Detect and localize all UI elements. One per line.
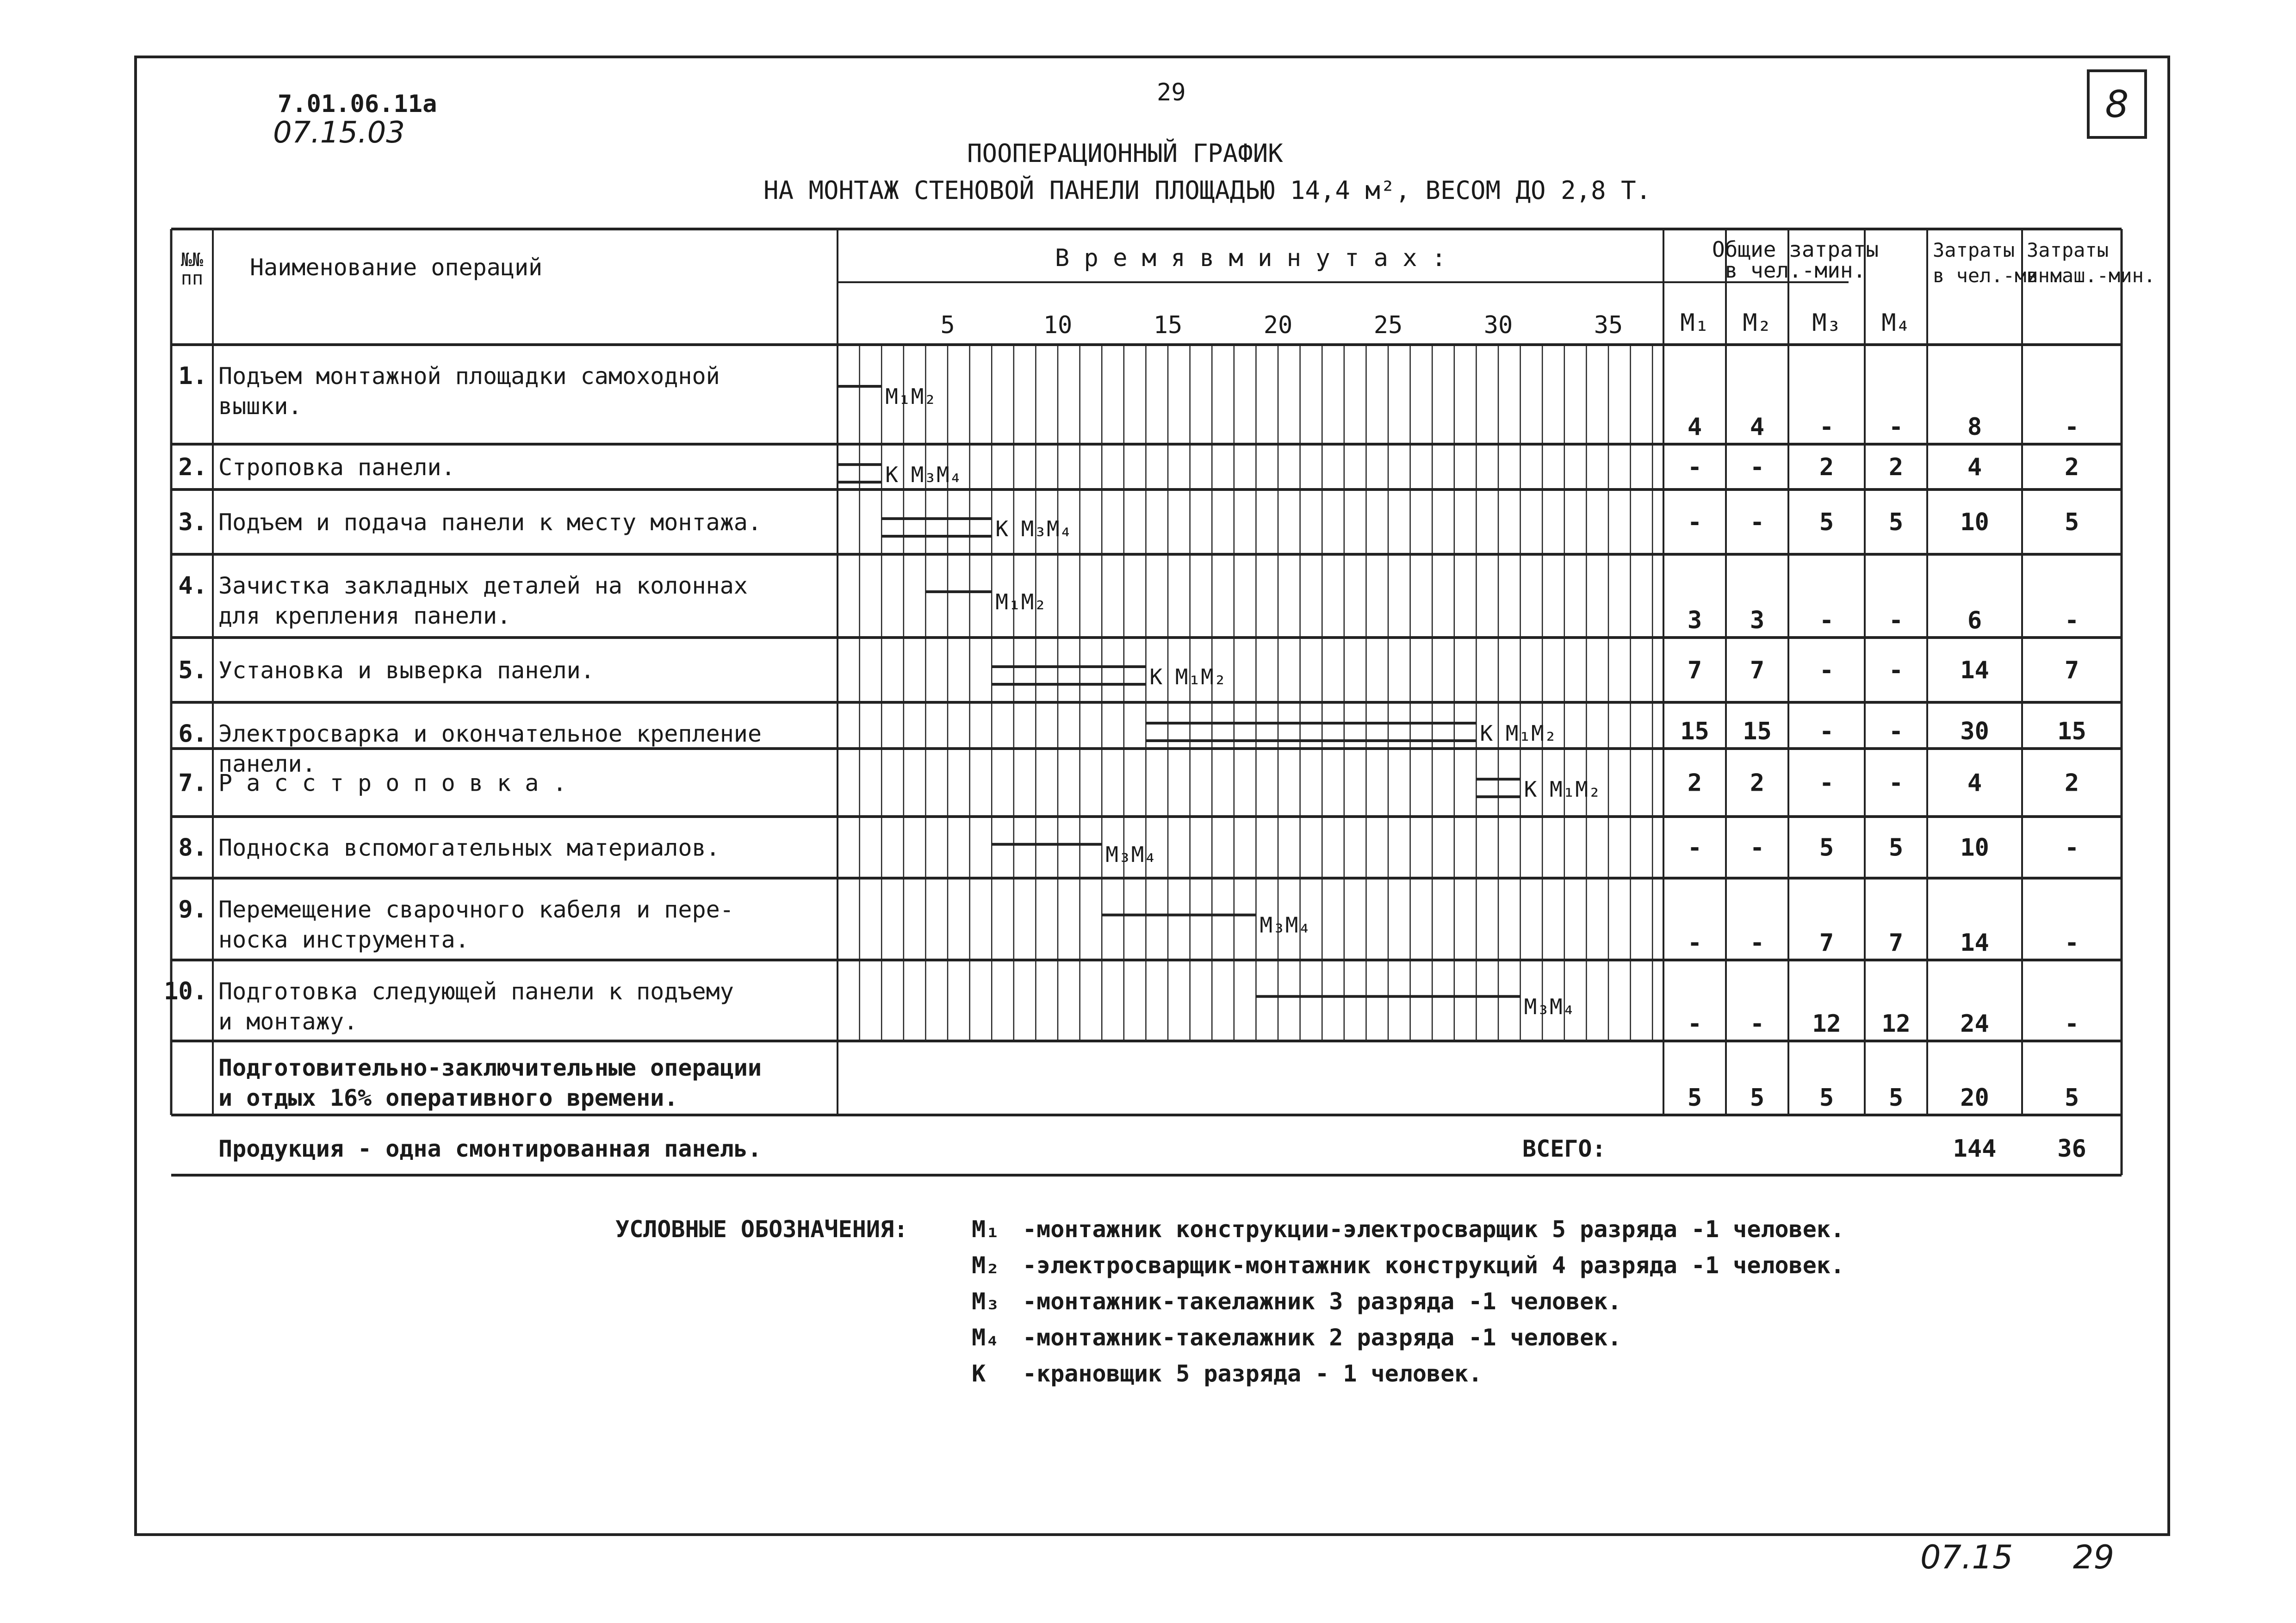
gantt-bar-label: М₁М₂	[885, 384, 937, 409]
cost-value: -	[1687, 834, 1702, 862]
time-tick-label: 25	[1373, 311, 1403, 339]
prep-cost-value: 5	[2064, 1084, 2079, 1112]
cost-value: 7	[1819, 929, 1834, 957]
header-costs-people: в чел.-мин.	[1933, 264, 2062, 287]
cost-value: -	[1888, 413, 1904, 441]
time-tick-label: 15	[1153, 311, 1183, 339]
header-common-costs: в чел.-мин.	[1725, 258, 1866, 283]
doc-code-handwritten: 07.15.03	[273, 116, 405, 150]
header-time: В р е м я в м и н у т а х :	[1055, 244, 1446, 272]
cost-value: 2	[2064, 453, 2079, 481]
title-line-1: ПООПЕРАЦИОННЫЙ ГРАФИК	[967, 139, 1283, 168]
operation-name: Подготовка следующей панели к подъему	[218, 978, 734, 1005]
title-line-2: НА МОНТАЖ СТЕНОВОЙ ПАНЕЛИ ПЛОЩАДЬЮ 14,4 м², ВЕСОМ ДО 2,8 Т.	[763, 176, 1651, 205]
cost-value: -	[1888, 607, 1904, 634]
legend-symbol: М₃	[972, 1288, 1000, 1315]
cost-value: 5	[2064, 508, 2079, 536]
prep-operation-name: Подготовительно-заключительные операции	[218, 1054, 762, 1081]
time-tick-label: 5	[940, 311, 955, 339]
cost-value: 24	[1960, 1010, 1989, 1038]
legend-item	[972, 1252, 1844, 1288]
cost-value: 12	[1881, 1010, 1911, 1038]
operation-name: Перемещение сварочного кабеля и пере-	[218, 896, 734, 923]
cost-value: -	[1819, 769, 1834, 797]
cost-value: -	[1750, 929, 1765, 957]
cost-value: 7	[1687, 657, 1702, 684]
cost-value: 8	[1967, 413, 1982, 441]
bottom-hand-right: 29	[2073, 1538, 2115, 1576]
time-tick-label: 35	[1594, 311, 1623, 339]
row-number: 8.	[178, 834, 207, 862]
header-costs-machine: в маш.-мин.	[2027, 264, 2156, 287]
cost-value: -	[2064, 929, 2079, 957]
legend-text: -монтажник конструкции-электросварщик 5 разряда -1 человек.	[1023, 1216, 1845, 1243]
operation-name: носка инструмента.	[218, 926, 469, 953]
cost-value: 2	[1750, 769, 1765, 797]
header-worker: М₄	[1881, 309, 1911, 337]
row-number: 1.	[178, 362, 207, 390]
legend-item	[972, 1324, 1844, 1360]
legend-title: УСЛОВНЫЕ ОБОЗНАЧЕНИЯ:	[615, 1216, 908, 1243]
gantt-bar-label: М₃М₄	[1524, 994, 1576, 1019]
cost-value: -	[1819, 657, 1834, 684]
corner-mark: 8	[2105, 82, 2129, 126]
header-costs-machine: Затраты	[2027, 239, 2109, 261]
operation-name: Подъем и подача панели к месту монтажа.	[218, 509, 762, 536]
cost-value: 10	[1960, 508, 1989, 536]
operation-name: Строповка панели.	[218, 454, 455, 481]
cost-value: 5	[1888, 834, 1904, 862]
legend-item	[972, 1360, 1844, 1396]
row-number: 9.	[178, 896, 207, 923]
prep-operation-name: и отдых 16% оперативного времени.	[218, 1084, 678, 1111]
operation-name: Подноска вспомогательных материалов.	[218, 834, 720, 861]
cost-value: 15	[1743, 718, 1772, 745]
operation-name: Электросварка и окончательное крепление	[218, 720, 762, 747]
cost-value: 3	[1750, 607, 1765, 634]
footer-total-label: ВСЕГО:	[1522, 1135, 1606, 1162]
cost-value: 4	[1750, 413, 1765, 441]
cost-value: -	[2064, 834, 2079, 862]
row-number: 4.	[178, 572, 207, 600]
cost-value: -	[2064, 607, 2079, 634]
legend-symbol: М₄	[972, 1324, 1000, 1351]
cost-value: -	[1888, 769, 1904, 797]
cost-value: -	[1888, 657, 1904, 684]
cost-value: 30	[1960, 718, 1989, 745]
header-num: №№	[180, 249, 204, 271]
time-tick-label: 20	[1263, 311, 1293, 339]
operation-name: Установка и выверка панели.	[218, 657, 595, 684]
operation-name: для крепления панели.	[218, 602, 511, 629]
footer-machine-total: 36	[2057, 1135, 2086, 1163]
header-worker: М₂	[1743, 309, 1772, 337]
doc-code: 7.01.06.11а	[278, 90, 437, 118]
header-common-costs: Общие затраты	[1712, 237, 1879, 262]
cost-value: 7	[1750, 657, 1765, 684]
cost-value: -	[1750, 1010, 1765, 1038]
cost-value: -	[1687, 508, 1702, 536]
header-name: Наименование операций	[250, 254, 543, 281]
operation-name: и монтажу.	[218, 1008, 358, 1035]
cost-value: 15	[2057, 718, 2086, 745]
header-worker: М₃	[1812, 309, 1841, 337]
operation-name: Зачистка закладных деталей на колоннах	[218, 572, 748, 599]
legend-item	[972, 1216, 1844, 1252]
cost-value: -	[1750, 834, 1765, 862]
prep-cost-value: 20	[1960, 1084, 1989, 1112]
gantt-bar-label: М₃М₄	[1260, 912, 1311, 938]
gantt-bar-label: К М₁М₂	[1149, 664, 1227, 689]
legend-list	[972, 1216, 1844, 1396]
page-number: 29	[1157, 79, 1186, 106]
gantt-bar-label: М₁М₂	[995, 589, 1047, 614]
gantt-bar-label: К М₁М₂	[1480, 721, 1557, 746]
gantt-bar-label: М₃М₄	[1105, 842, 1157, 867]
cost-value: 5	[1819, 508, 1834, 536]
cost-value: 14	[1960, 929, 1989, 957]
cost-value: 2	[1819, 453, 1834, 481]
cost-value: -	[1750, 453, 1765, 481]
cost-value: -	[1819, 413, 1834, 441]
prep-cost-value: 5	[1687, 1084, 1702, 1112]
cost-value: 7	[1888, 929, 1904, 957]
row-number: 6.	[178, 720, 207, 748]
cost-value: 3	[1687, 607, 1702, 634]
operation-name: Подъем монтажной площадки самоходной	[218, 363, 720, 390]
cost-value: 7	[2064, 657, 2079, 684]
cost-value: 4	[1967, 769, 1982, 797]
cost-value: 10	[1960, 834, 1989, 862]
cost-value: 12	[1812, 1010, 1841, 1038]
legend-text: -электросварщик-монтажник конструкций 4 разряда -1 человек.	[1023, 1252, 1845, 1279]
cost-value: -	[1819, 718, 1834, 745]
legend-symbol: М₂	[972, 1252, 1000, 1279]
cost-value: 4	[1687, 413, 1702, 441]
cost-value: -	[1750, 508, 1765, 536]
cost-value: 2	[1888, 453, 1904, 481]
cost-value: 5	[1819, 834, 1834, 862]
legend-symbol: К	[972, 1360, 986, 1387]
cost-value: -	[1888, 718, 1904, 745]
row-number: 10.	[164, 978, 207, 1005]
cost-value: 6	[1967, 607, 1982, 634]
footer-product: Продукция - одна смонтированная панель.	[218, 1135, 762, 1162]
operation-name: Р а с с т р о п о в к а .	[218, 769, 567, 797]
footer-total: 144	[1953, 1135, 1997, 1163]
gantt-bar-label: К М₃М₄	[995, 516, 1073, 541]
bottom-hand-left: 07.15	[1920, 1538, 2013, 1576]
prep-cost-value: 5	[1819, 1084, 1834, 1112]
row-number: 2.	[178, 453, 207, 481]
legend-symbol: М₁	[972, 1216, 1000, 1243]
prep-cost-value: 5	[1888, 1084, 1904, 1112]
time-tick-label: 10	[1043, 311, 1073, 339]
row-number: 5.	[178, 657, 207, 684]
cost-value: 14	[1960, 657, 1989, 684]
legend-text: -монтажник-такелажник 3 разряда -1 человек.	[1023, 1288, 1622, 1315]
cost-value: 4	[1967, 453, 1982, 481]
legend-text: -монтажник-такелажник 2 разряда -1 человек.	[1023, 1324, 1622, 1351]
cost-value: -	[2064, 1010, 2079, 1038]
cost-value: -	[2064, 413, 2079, 441]
gantt-bar-label: К М₃М₄	[885, 462, 962, 488]
cost-value: 2	[1687, 769, 1702, 797]
cost-value: -	[1819, 607, 1834, 634]
prep-cost-value: 5	[1750, 1084, 1765, 1112]
operation-name: вышки.	[218, 393, 302, 420]
legend-text: -крановщик 5 разряда - 1 человек.	[1023, 1360, 1483, 1387]
header-costs-people: Затраты	[1933, 239, 2015, 261]
operation-name: панели.	[218, 750, 316, 777]
cost-value: 5	[1888, 508, 1904, 536]
time-tick-label: 30	[1483, 311, 1513, 339]
header-num: пп	[180, 268, 204, 289]
cost-value: -	[1687, 453, 1702, 481]
legend-item	[972, 1288, 1844, 1324]
cost-value: 15	[1680, 718, 1709, 745]
header-worker: М₁	[1680, 309, 1709, 337]
cost-value: -	[1687, 1010, 1702, 1038]
cost-value: -	[1687, 929, 1702, 957]
cost-value: 2	[2064, 769, 2079, 797]
gantt-bar-label: К М₁М₂	[1524, 777, 1601, 802]
row-number: 7.	[178, 769, 207, 797]
row-number: 3.	[178, 508, 207, 536]
